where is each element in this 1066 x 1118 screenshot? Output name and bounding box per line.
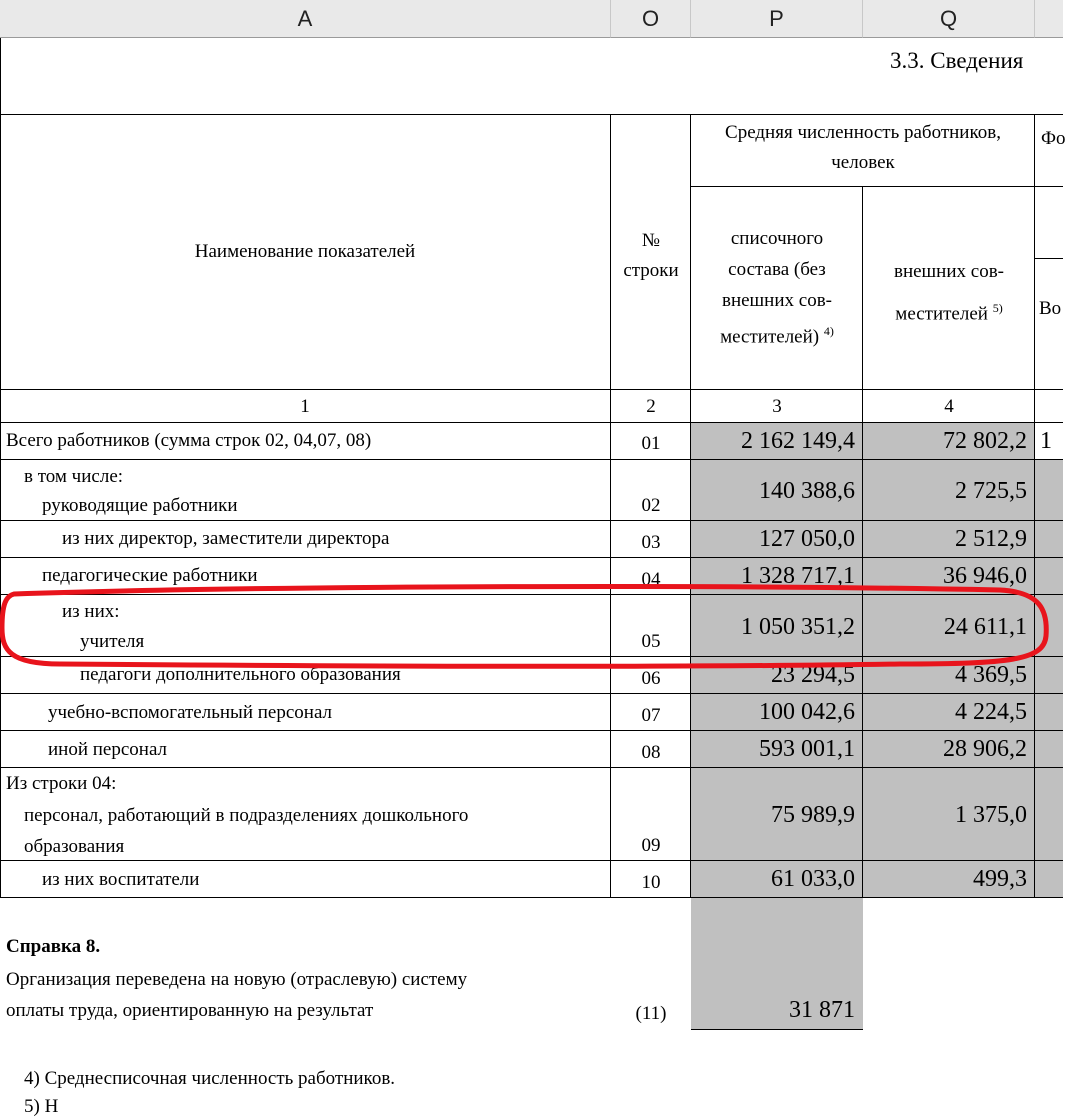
grid-line xyxy=(0,38,1,897)
reference-text-1: Организация переведена на новую (отраслевую) систему xyxy=(6,969,468,990)
grid-line xyxy=(0,557,1063,558)
cell-value-p[interactable]: 140 388,6 xyxy=(759,478,855,504)
row-line-no: 07 xyxy=(641,705,661,726)
grid-line xyxy=(0,459,1063,460)
row-label-top: из них: xyxy=(62,601,120,622)
row-label: учебно-вспомогательный персонал xyxy=(48,702,333,723)
footnote-ref: 5) xyxy=(992,301,1003,315)
column-header-a[interactable] xyxy=(0,0,611,38)
row-line-no: 06 xyxy=(641,668,661,689)
cell-value-q[interactable]: 2 725,5 xyxy=(955,478,1027,504)
column-label: Q xyxy=(939,5,958,31)
reference-title: Справка 8. xyxy=(6,936,101,957)
column-header-q[interactable] xyxy=(863,0,1035,38)
grid-line xyxy=(0,860,1063,861)
cell-value-p[interactable]: 1 050 351,2 xyxy=(741,614,855,640)
cell-value-q[interactable]: 28 906,2 xyxy=(943,736,1027,762)
row-label: руководящие работники xyxy=(42,495,238,516)
header-external xyxy=(863,254,1035,332)
row-line-no: 02 xyxy=(641,495,661,516)
row-label: педагоги дополнительного образования xyxy=(80,664,401,685)
row-label: персонал, работающий в подразделениях дошкольного xyxy=(24,805,469,826)
reference-text-2: оплаты труда, ориентированную на результат xyxy=(6,1000,374,1021)
header-avg-group-line1: Средняя численность работников, xyxy=(725,122,1001,143)
cell-value-q[interactable]: 2 512,9 xyxy=(955,526,1027,552)
column-label: A xyxy=(297,5,313,31)
col-number: 4 xyxy=(944,396,954,417)
grid-line xyxy=(1035,258,1063,259)
grid-line xyxy=(0,520,1063,521)
row-label-top: в том числе: xyxy=(24,466,124,487)
grid-line xyxy=(691,1029,863,1030)
row-label: Всего работников (сумма строк 02, 04,07, 08) xyxy=(6,430,372,451)
cell-value-q[interactable]: 72 802,2 xyxy=(943,428,1027,454)
cell-value-p[interactable]: 61 033,0 xyxy=(771,866,855,892)
column-label: O xyxy=(641,5,660,31)
red-highlight-outline xyxy=(0,580,1063,680)
header-cut-right-2: Во xyxy=(1039,298,1062,319)
row-line-no: 09 xyxy=(641,835,661,856)
header-line-no xyxy=(611,226,691,286)
reference-line-no: (11) xyxy=(635,1003,667,1024)
cell-value-q[interactable]: 499,3 xyxy=(973,866,1027,892)
cell-value-q[interactable]: 4 369,5 xyxy=(955,662,1027,688)
row-label: иной персонал xyxy=(48,739,168,760)
cell-value-p[interactable]: 1 328 717,1 xyxy=(741,563,855,589)
cell-value-next[interactable]: 1 xyxy=(1040,428,1052,454)
grid-line xyxy=(0,897,1063,898)
header-line-no-bottom: строки xyxy=(623,260,679,281)
col-number: 1 xyxy=(300,396,310,417)
cell-value-p[interactable]: 2 162 149,4 xyxy=(741,428,855,454)
header-list-line2: состава (без xyxy=(728,259,826,280)
header-cut-right-1: Фо xyxy=(1041,128,1066,149)
column-header-p[interactable] xyxy=(691,0,863,38)
cell-value-p[interactable]: 127 050,0 xyxy=(759,526,855,552)
row-line-no: 03 xyxy=(641,532,661,553)
row-label-cont: образования xyxy=(24,836,125,857)
footnote-4: 4) Среднесписочная численность работников. xyxy=(24,1068,396,1089)
header-ext-line2: местителей xyxy=(895,303,988,325)
grid-line xyxy=(1034,114,1035,897)
footnote-5-partial: 5) Н xyxy=(24,1096,59,1117)
row-line-no: 01 xyxy=(641,433,661,454)
cell-value-q[interactable]: 4 224,5 xyxy=(955,699,1027,725)
col-number: 2 xyxy=(646,396,656,417)
column-header-o[interactable] xyxy=(611,0,691,38)
cell-value-q[interactable]: 36 946,0 xyxy=(943,563,1027,589)
grid-line xyxy=(0,693,1063,694)
header-name: Наименование показателей xyxy=(194,241,416,262)
row-label: из них воспитатели xyxy=(42,869,200,890)
column-label: P xyxy=(769,5,784,31)
header-ext-line1: внешних сов- xyxy=(893,261,1005,282)
cell-value-p[interactable]: 100 042,6 xyxy=(759,699,855,725)
reference-value[interactable]: 31 871 xyxy=(789,997,855,1023)
section-title: 3.3. Сведения xyxy=(890,48,1024,73)
header-line-no-top: № xyxy=(641,230,661,251)
cell-value-p[interactable]: 75 989,9 xyxy=(771,802,855,828)
row-line-no: 05 xyxy=(641,631,661,652)
grid-line xyxy=(0,114,1063,115)
header-list-line1: списочного xyxy=(730,228,824,249)
grid-line xyxy=(0,730,1063,731)
cell-value-q[interactable]: 1 375,0 xyxy=(955,802,1027,828)
header-avg-group xyxy=(691,118,1035,178)
row-line-no: 08 xyxy=(641,742,661,763)
cell-value-q[interactable]: 24 611,1 xyxy=(943,614,1027,640)
grid-line xyxy=(0,767,1063,768)
grid-line xyxy=(691,186,1063,187)
row-line-no: 10 xyxy=(641,872,661,893)
cell-value-p[interactable]: 23 294,5 xyxy=(771,662,855,688)
column-header-next[interactable] xyxy=(1035,0,1063,38)
header-avg-group-line2: человек xyxy=(831,152,895,173)
row-label-top: Из строки 04: xyxy=(6,773,117,794)
cell-value-p[interactable]: 593 001,1 xyxy=(759,736,855,762)
row-label: учителя xyxy=(80,631,145,652)
grid-line xyxy=(0,422,1063,423)
row-label: педагогические работники xyxy=(42,565,258,586)
row-label: из них директор, заместители директора xyxy=(62,528,390,549)
header-list-line3: внешних сов- xyxy=(721,290,833,311)
grid-line xyxy=(0,389,1063,390)
header-list-line4: местителей) xyxy=(720,326,820,348)
header-list-staff xyxy=(691,223,863,352)
row-line-no: 04 xyxy=(641,569,661,590)
col-number: 3 xyxy=(772,396,782,417)
footnote-ref: 4) xyxy=(823,324,834,338)
